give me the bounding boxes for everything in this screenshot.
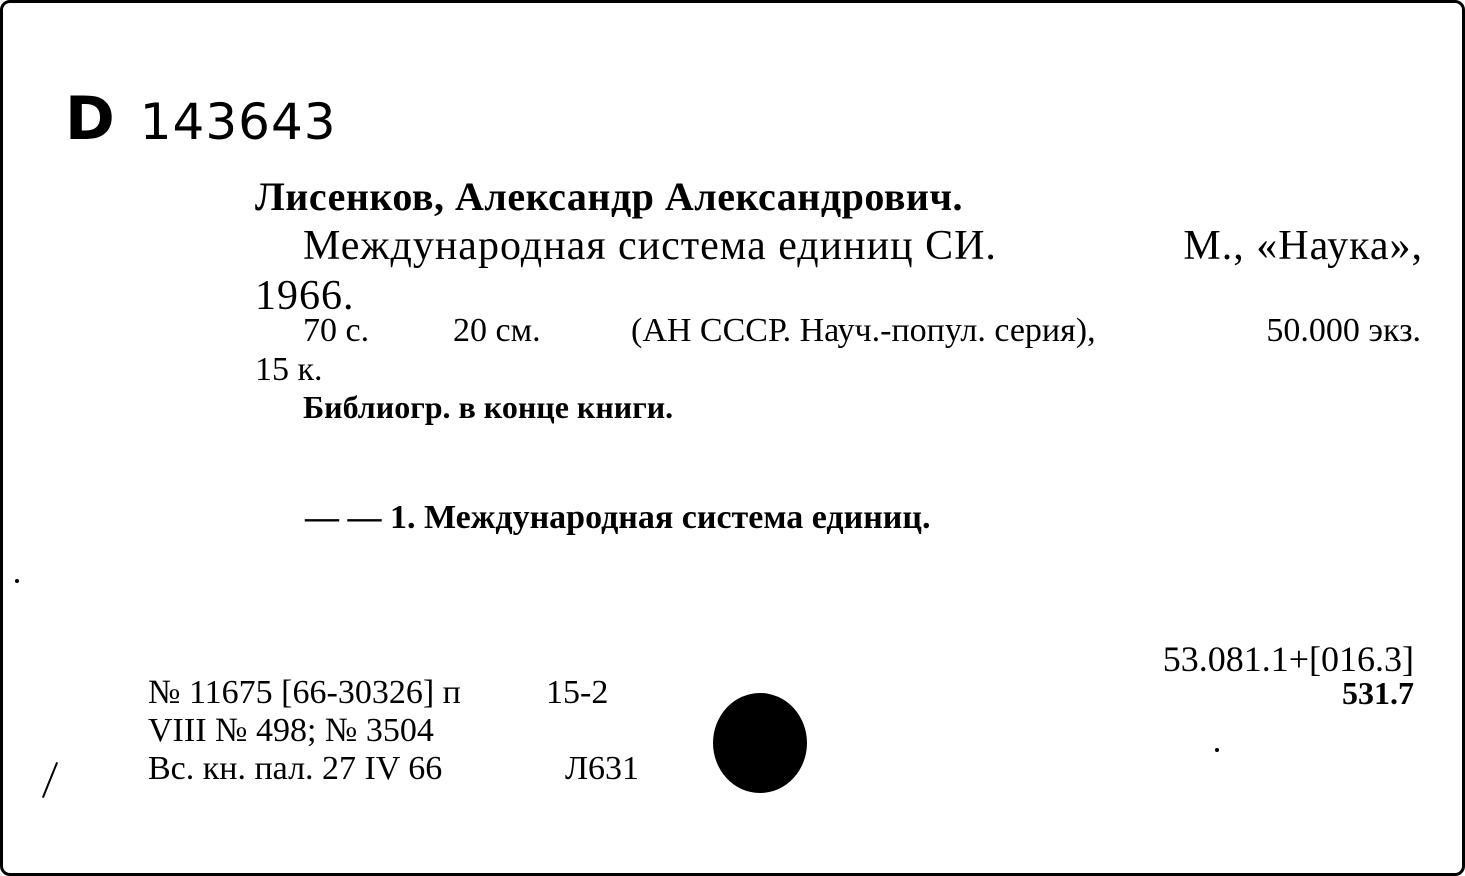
service-line-3 bbox=[148, 750, 640, 787]
price: 15 к. bbox=[255, 351, 323, 388]
book-size: 20 см. bbox=[453, 312, 541, 349]
speck-mark bbox=[1215, 748, 1219, 752]
chamber-date: Вс. кн. пал. 27 IV 66 bbox=[148, 750, 443, 787]
page-count: 70 с. bbox=[303, 312, 370, 349]
bibliography-note: Библиогр. в конце книги. bbox=[303, 389, 674, 425]
subject-heading: — — 1. Международная система единиц. bbox=[305, 499, 931, 536]
series-info: (АН СССР. Науч.-попул. серия), bbox=[631, 312, 1096, 349]
inventory-digits: 143643 bbox=[139, 93, 337, 151]
service-line-1 bbox=[148, 674, 609, 711]
inventory-prefix: D bbox=[65, 84, 117, 154]
udc-classification-secondary: 531.7 bbox=[1342, 675, 1414, 711]
punch-hole bbox=[713, 693, 807, 793]
registration-number: № 11675 [66-30326] п bbox=[148, 674, 461, 711]
pencil-mark bbox=[42, 762, 58, 798]
print-run: 50.000 экз. bbox=[1266, 312, 1421, 349]
book-title: Международная система единиц СИ. bbox=[303, 223, 997, 269]
registration-code: 15-2 bbox=[546, 674, 609, 711]
publication-year: 1966. bbox=[255, 273, 355, 319]
publisher: М., «Наука», bbox=[1183, 223, 1423, 269]
title-line bbox=[303, 225, 1423, 267]
order-code: Л631 bbox=[565, 750, 640, 787]
udc-classification: 53.081.1+[016.3] bbox=[1162, 639, 1414, 679]
speck-mark bbox=[15, 579, 19, 583]
author-heading: Лисенков, Александр Александрович. bbox=[255, 174, 964, 219]
service-line-2: VIII № 498; № 3504 bbox=[148, 712, 434, 749]
inventory-number bbox=[65, 84, 337, 154]
